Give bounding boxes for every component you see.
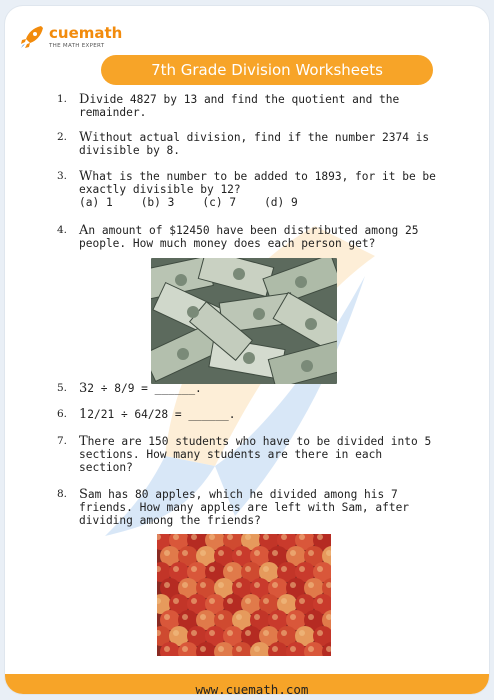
question-5 xyxy=(57,382,437,395)
footer-bar xyxy=(5,674,489,694)
question-text: An amount of $12450 have been distributed among 25 people. How much money does each person get? xyxy=(79,223,419,250)
option-d: (d) 9 xyxy=(264,196,298,209)
question-text: What is the number to be added to 1893, for it be be exactly divisible by 12? xyxy=(79,169,436,196)
question-4 xyxy=(57,224,437,250)
question-text: Without actual division, find if the number 2374 is divisible by 8. xyxy=(79,130,430,157)
question-text: Divide 4827 by 13 and find the quotient and the remainder. xyxy=(79,92,400,119)
logo-name: cuemath xyxy=(49,23,123,42)
question-2 xyxy=(57,131,437,157)
question-8 xyxy=(57,488,437,527)
question-number: 8. xyxy=(57,488,68,500)
question-1 xyxy=(57,93,437,119)
question-number: 4. xyxy=(57,224,68,236)
question-text: 12/21 ÷ 64/28 = ______. xyxy=(79,407,236,422)
rocket-icon xyxy=(19,24,45,50)
question-text: 32 ÷ 8/9 = ______. xyxy=(79,381,202,396)
question-6 xyxy=(57,408,437,421)
answer-options xyxy=(79,196,437,209)
question-number: 7. xyxy=(57,435,68,447)
worksheet-page xyxy=(5,6,489,694)
worksheet-title: 7th Grade Division Worksheets xyxy=(101,55,433,85)
question-number: 1. xyxy=(57,93,68,105)
option-a: (a) 1 xyxy=(79,196,113,209)
question-number: 5. xyxy=(57,382,68,394)
cuemath-logo[interactable] xyxy=(19,24,122,50)
money-pile-image xyxy=(151,258,337,384)
question-text: There are 150 students who have to be divided into 5 sections. How many students are there in each section? xyxy=(79,434,432,474)
question-number: 6. xyxy=(57,408,68,420)
logo-tagline: THE MATH EXPERT xyxy=(49,42,105,49)
question-number: 2. xyxy=(57,131,68,143)
footer-url[interactable]: www.cuemath.com xyxy=(195,682,309,694)
question-7 xyxy=(57,435,437,474)
question-3 xyxy=(57,170,437,209)
apples-image xyxy=(157,534,331,656)
question-text: Sam has 80 apples, which he divided among his 7 friends. How many apples are left with Sam, after dividing among the friends? xyxy=(79,487,410,527)
question-number: 3. xyxy=(57,170,68,182)
option-c: (c) 7 xyxy=(202,196,237,209)
option-b: (b) 3 xyxy=(140,196,175,209)
